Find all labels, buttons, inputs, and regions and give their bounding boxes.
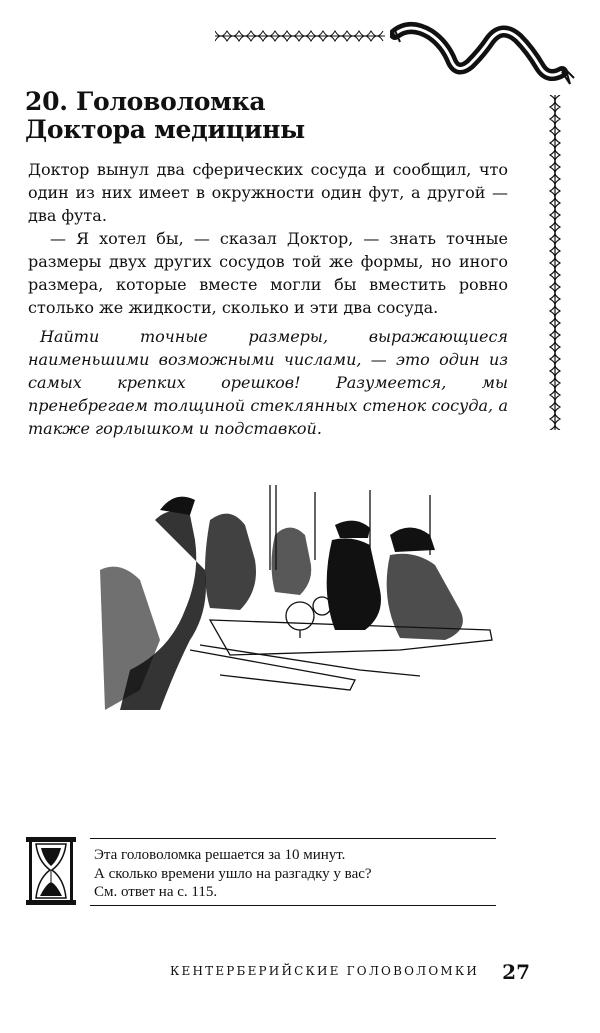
puzzle-body <box>28 158 508 319</box>
title-line-2: Доктора медицины <box>25 115 305 144</box>
time-note <box>94 846 494 902</box>
chain-border-icon <box>545 95 565 430</box>
ribbon-scroll-icon <box>390 12 575 92</box>
note-line-2: А сколько времени ушло на разгадку у вас? <box>94 865 372 882</box>
task-text: Найти точные размеры, выражающиеся наименьшими возможными числами, — это один из самых крепких орешков! Разумеется, мы пренебрегаем толщиной стеклянных стенок сосуда, а также горлышком и подставкой. <box>28 327 508 438</box>
puzzle-title <box>25 88 525 144</box>
body-paragraph-2: — Я хотел бы, — сказал Доктор, — знать точные размеры двух других сосудов той же формы, но иного размера, которые вместе могли бы вместить ровно столько же жидкости, сколько и эти два сосуда. <box>28 229 508 317</box>
book-title: КЕНТЕРБЕРИЙСКИЕ ГОЛОВОЛОМКИ <box>170 964 480 978</box>
body-paragraph-1: Доктор вынул два сферических сосуда и сообщил, что один из них имеет в окружности один фут, а другой — два фута. <box>28 160 508 225</box>
title-line-1: 20. Головоломка <box>25 87 266 116</box>
note-line-3: См. ответ на с. 115. <box>94 884 218 900</box>
puzzle-task <box>28 325 508 440</box>
hourglass-icon <box>24 836 78 906</box>
page-footer <box>170 960 530 984</box>
note-top-rule <box>90 838 496 839</box>
note-bottom-rule <box>90 905 496 906</box>
page-number: 27 <box>502 960 530 984</box>
note-line-1: Эта головоломка решается за 10 минут. <box>94 847 346 863</box>
ornament-border-icon <box>215 28 385 44</box>
illustration-people-at-table <box>100 480 500 720</box>
